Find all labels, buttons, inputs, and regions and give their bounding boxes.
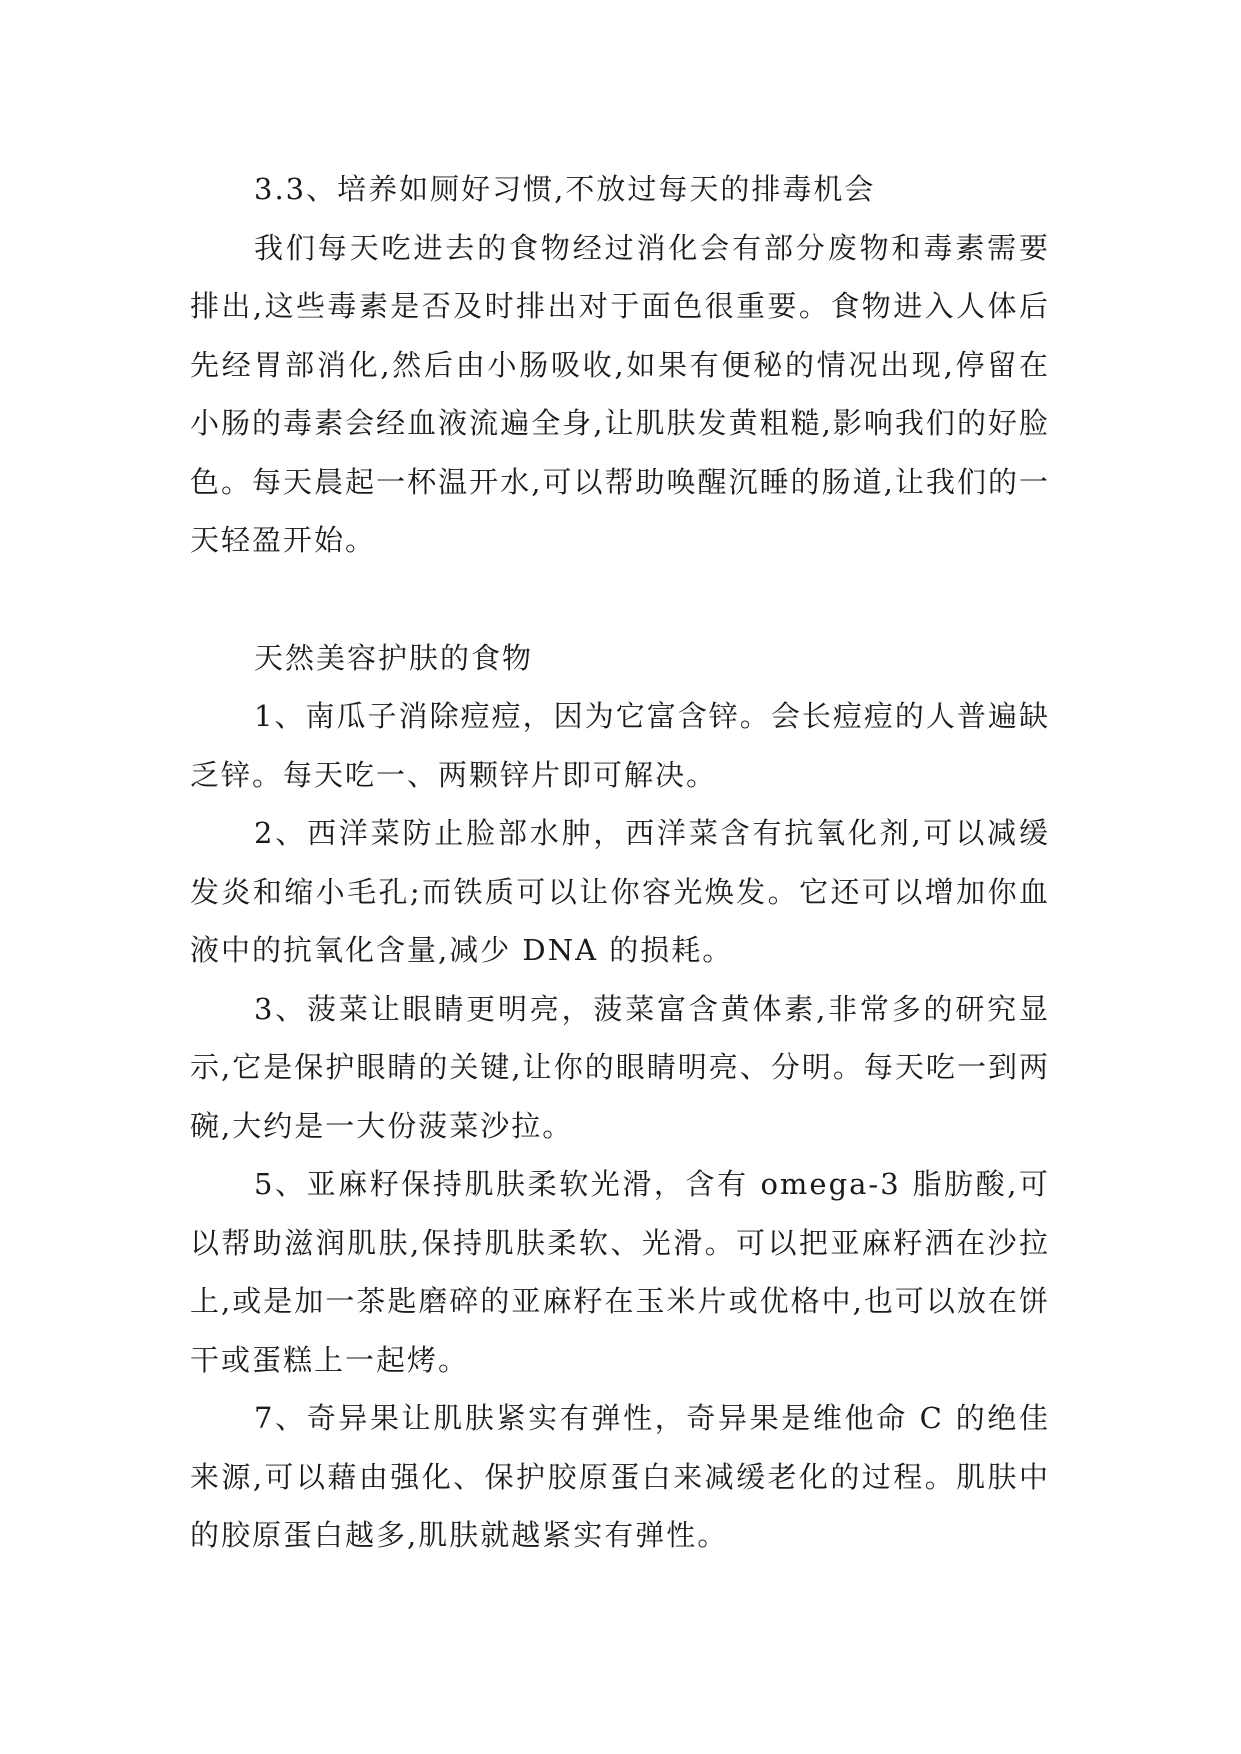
section-body-paragraph: 我们每天吃进去的食物经过消化会有部分废物和毒素需要排出,这些毒素是否及时排出对于面色很重要。食物进入人体后先经胃部消化,然后由小肠吸收,如果有便秘的情况出现,停留在小肠的毒素会经血液流遍全身,让肌肤发黄粗糙,影响我们的好脸色。每天晨起一杯温开水,可以帮助唤醒沉睡的肠道,让我们的一天轻盈开始。 <box>190 230 1050 557</box>
food-item-paragraph: 3、菠菜让眼睛更明亮，菠菜富含黄体素,非常多的研究显示,它是保护眼睛的关键,让你的眼睛明亮、分明。每天吃一到两碗,大约是一大份菠菜沙拉。 <box>190 991 1050 1143</box>
paragraph-gap <box>190 570 1050 629</box>
section-heading: 3.3、培养如厕好习惯,不放过每天的排毒机会 <box>254 172 876 206</box>
document-content <box>190 160 1050 1565</box>
food-item-paragraph: 2、西洋菜防止脸部水肿，西洋菜含有抗氧化剂,可以减缓发炎和缩小毛孔;而铁质可以让你容光焕发。它还可以增加你血液中的抗氧化含量,减少 DNA 的损耗。 <box>190 816 1050 967</box>
food-item-paragraph: 5、亚麻籽保持肌肤柔软光滑，含有 omega-3 脂肪酸,可以帮助滋润肌肤,保持肌肤柔软、光滑。可以把亚麻籽洒在沙拉上,或是加一茶匙磨碎的亚麻籽在玉米片或优格中,也可以放在饼干或蛋糕上一起烤。 <box>190 1167 1050 1377</box>
foods-title: 天然美容护肤的食物 <box>254 640 534 675</box>
food-item-paragraph: 7、奇异果让肌肤紧实有弹性，奇异果是维他命 C 的绝佳来源,可以藉由强化、保护胶原蛋白来减缓老化的过程。肌肤中的胶原蛋白越多,肌肤就越紧实有弹性。 <box>190 1401 1050 1552</box>
food-item-paragraph: 1、南瓜子消除痘痘，因为它富含锌。会长痘痘的人普遍缺乏锌。每天吃一、两颗锌片即可解决。 <box>190 699 1050 792</box>
